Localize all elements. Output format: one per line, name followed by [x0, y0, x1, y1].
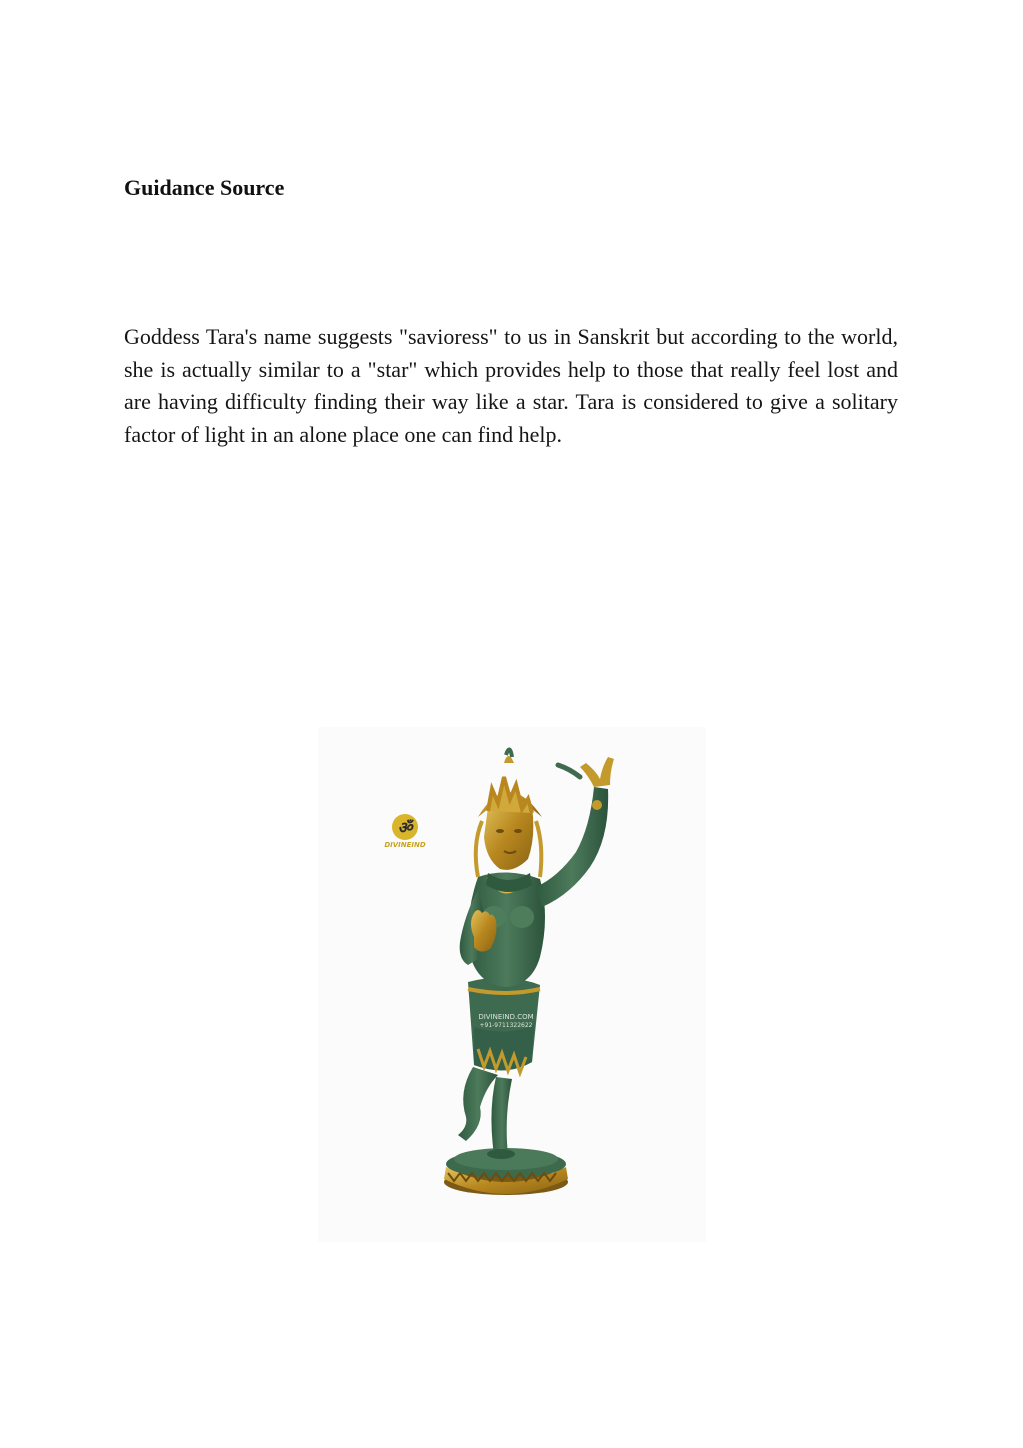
statue-head — [476, 749, 542, 892]
body-paragraph: Goddess Tara's name suggests "savioress" to us in Sanskrit but according to the world, she is actually similar to a "star" which provides help to those that really feel lost and are having difficulty finding their way like a star. Tara is considered to give a solitary factor of light in an alone place one can find help. — [124, 324, 898, 447]
statue-illustration — [318, 727, 706, 1242]
watermark-phone: +91-9711322622 — [479, 1022, 533, 1029]
section-heading: Guidance Source — [124, 175, 285, 200]
divineind-logo — [384, 814, 426, 849]
statue-raised-arm — [536, 757, 614, 907]
statue-legs — [458, 1067, 515, 1159]
watermark-site: DIVINEIND.COM — [478, 1013, 534, 1021]
svg-text:ॐ: ॐ — [397, 818, 413, 837]
logo-text: DIVINEIND — [384, 841, 426, 849]
tara-statue-image — [318, 727, 706, 1242]
